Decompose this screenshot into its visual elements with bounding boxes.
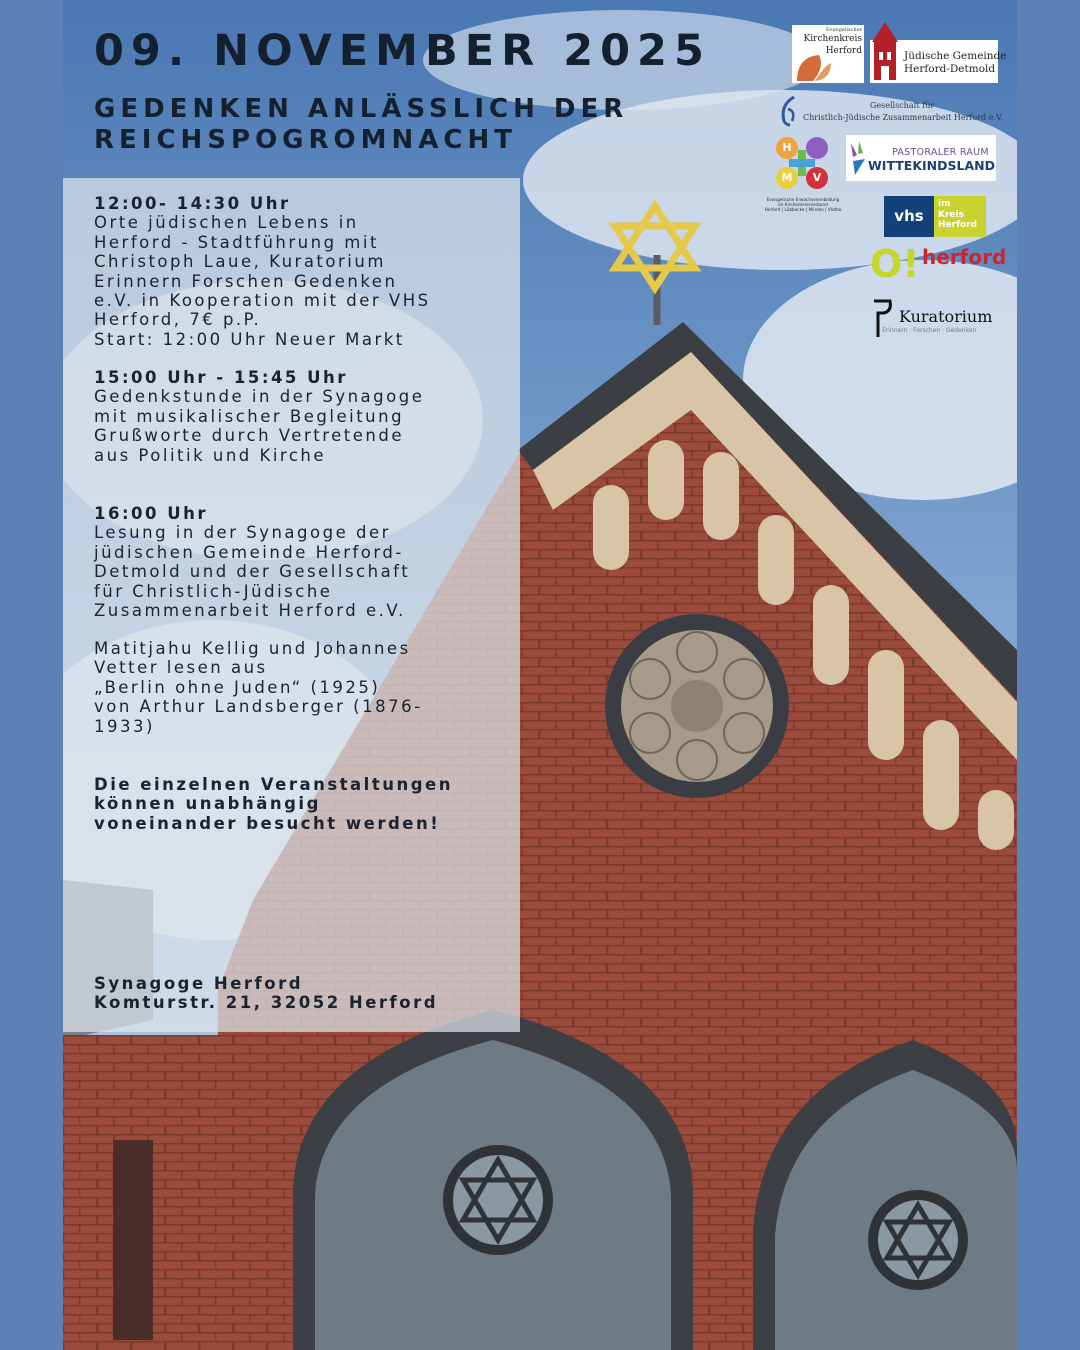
hmv-caption xyxy=(760,197,846,213)
kuratorium-tagline: Erinnern · Forschen · Gedenken xyxy=(882,327,977,334)
venue-street: Komturstr. 21, 32052 Herford xyxy=(94,993,439,1013)
event-line: Orte jüdischen Lebens in xyxy=(94,213,359,233)
event-line: Lesung in der Synagoge der xyxy=(94,523,391,543)
note-line: Die einzelnen Veranstaltungen xyxy=(94,775,453,794)
kuratorium-logo xyxy=(870,297,1010,343)
kuratorium-mark-icon xyxy=(870,297,896,341)
event-line: Zusammenarbeit Herford e.V. xyxy=(94,601,406,621)
venue-address xyxy=(94,974,514,1013)
event-line: von Arthur Landsberger (1876- xyxy=(94,697,423,717)
juedische-gemeinde-name: Jüdische Gemeinde xyxy=(904,50,1007,62)
pastoraler-raum-label: PASTORALER RAUM xyxy=(892,147,989,158)
event-line: Christoph Laue, Kuratorium xyxy=(94,252,386,272)
gesellschaft-cjz-logo xyxy=(778,95,1010,129)
pastoraler-raum-logo xyxy=(846,135,996,181)
event-line: Detmold und der Gesellschaft xyxy=(94,562,411,582)
kirchenkreis-text-small: Evangelischer xyxy=(826,27,862,33)
gesellschaft-name: Christlich-Jüdische Zusammenarbeit Herford e.V. xyxy=(803,113,1003,122)
synagogue-building-icon xyxy=(870,20,900,82)
event-time: 12:00- 14:30 Uhr xyxy=(94,194,291,213)
event-line: mit musikalischer Begleitung xyxy=(94,406,405,426)
event-2 xyxy=(94,368,514,465)
hmv-letter-h: H xyxy=(776,137,798,159)
kirchenkreis-mark-icon xyxy=(795,49,833,83)
event-line: 1933) xyxy=(94,716,155,736)
gesellschaft-mark-icon xyxy=(778,95,800,127)
event-line: Matitjahu Kellig und Johannes xyxy=(94,639,411,658)
gesellschaft-title: Gesellschaft für xyxy=(870,101,935,110)
kirchenkreis-city: Herford xyxy=(825,46,862,56)
independent-events-note xyxy=(94,775,514,833)
hmv-caption-line: Herford | Lübbecke | Minden | Vlotho xyxy=(764,207,842,213)
juedische-gemeinde-logo xyxy=(870,40,1007,83)
hmv-caption-line: im Kirchenkreisverband xyxy=(778,202,828,208)
sponsor-logos xyxy=(760,15,1010,355)
kirchenkreis-logo xyxy=(792,25,864,83)
vhs-region-line: Herford xyxy=(938,220,978,230)
event-line: Grußworte durch Vertretende xyxy=(94,426,404,446)
erwachsenenbildung-logo xyxy=(760,137,846,219)
vhs-region-line: Kreis xyxy=(938,209,964,220)
pastoraler-flame-icon xyxy=(849,139,869,177)
juedische-gemeinde-city: Herford-Detmold xyxy=(904,63,996,75)
venue-name: Synagoge Herford xyxy=(94,974,304,993)
subtitle-line: REICHSPOGROMNACHT xyxy=(94,125,517,155)
hmv-letter-v: V xyxy=(806,167,828,189)
event-3 xyxy=(94,504,514,620)
event-line: Herford, 7€ p.P. xyxy=(94,310,262,330)
event-line: Vetter lesen aus xyxy=(94,658,268,678)
event-time: 16:00 Uhr xyxy=(94,504,209,523)
event-time: 15:00 Uhr - 15:45 Uhr xyxy=(94,368,348,387)
vhs-logo xyxy=(884,196,986,237)
herford-wordmark: herford xyxy=(922,245,1007,269)
hmv-caption-line: Evangelische Erwachsenenbildung xyxy=(766,197,840,202)
event-line: „Berlin ohne Juden“ (1925) xyxy=(94,677,381,697)
event-date-title: 09. NOVEMBER 2025 xyxy=(94,26,711,76)
herford-city-logo xyxy=(870,243,1010,289)
event-line: für Christlich-Jüdische xyxy=(94,581,333,601)
herford-o-mark: O! xyxy=(870,242,920,286)
event-line: Erinnern Forschen Gedenken xyxy=(94,271,398,291)
event-line: Herford - Stadtführung mit xyxy=(94,232,379,252)
note-line: voneinander besucht werden! xyxy=(94,813,441,833)
event-line: e.V. in Kooperation mit der VHS xyxy=(94,291,431,311)
event-3-reading xyxy=(94,639,514,736)
event-line: Start: 12:00 Uhr Neuer Markt xyxy=(94,329,405,349)
event-1 xyxy=(94,194,514,349)
kirchenkreis-text: Kirchenkreis xyxy=(803,34,862,44)
subtitle-line: GEDENKEN ANLÄSSLICH DER xyxy=(94,94,629,124)
event-line: jüdischen Gemeinde Herford- xyxy=(94,542,404,562)
vhs-wordmark: vhs xyxy=(884,196,934,237)
vhs-region-text xyxy=(938,199,977,231)
event-line: Gedenkstunde in der Synagoge xyxy=(94,387,425,407)
event-subtitle xyxy=(94,94,628,156)
event-line: aus Politik und Kirche xyxy=(94,445,327,465)
note-line: können unabhängig xyxy=(94,794,321,814)
vhs-region-line: im xyxy=(938,199,951,209)
kuratorium-title: Kuratorium xyxy=(899,307,993,326)
vhs-region-box xyxy=(934,196,986,237)
hmv-letter-m: M xyxy=(776,167,798,189)
wittekindsland-label: WITTEKINDSLAND xyxy=(868,158,995,173)
hmv-cross-icon xyxy=(789,150,815,176)
